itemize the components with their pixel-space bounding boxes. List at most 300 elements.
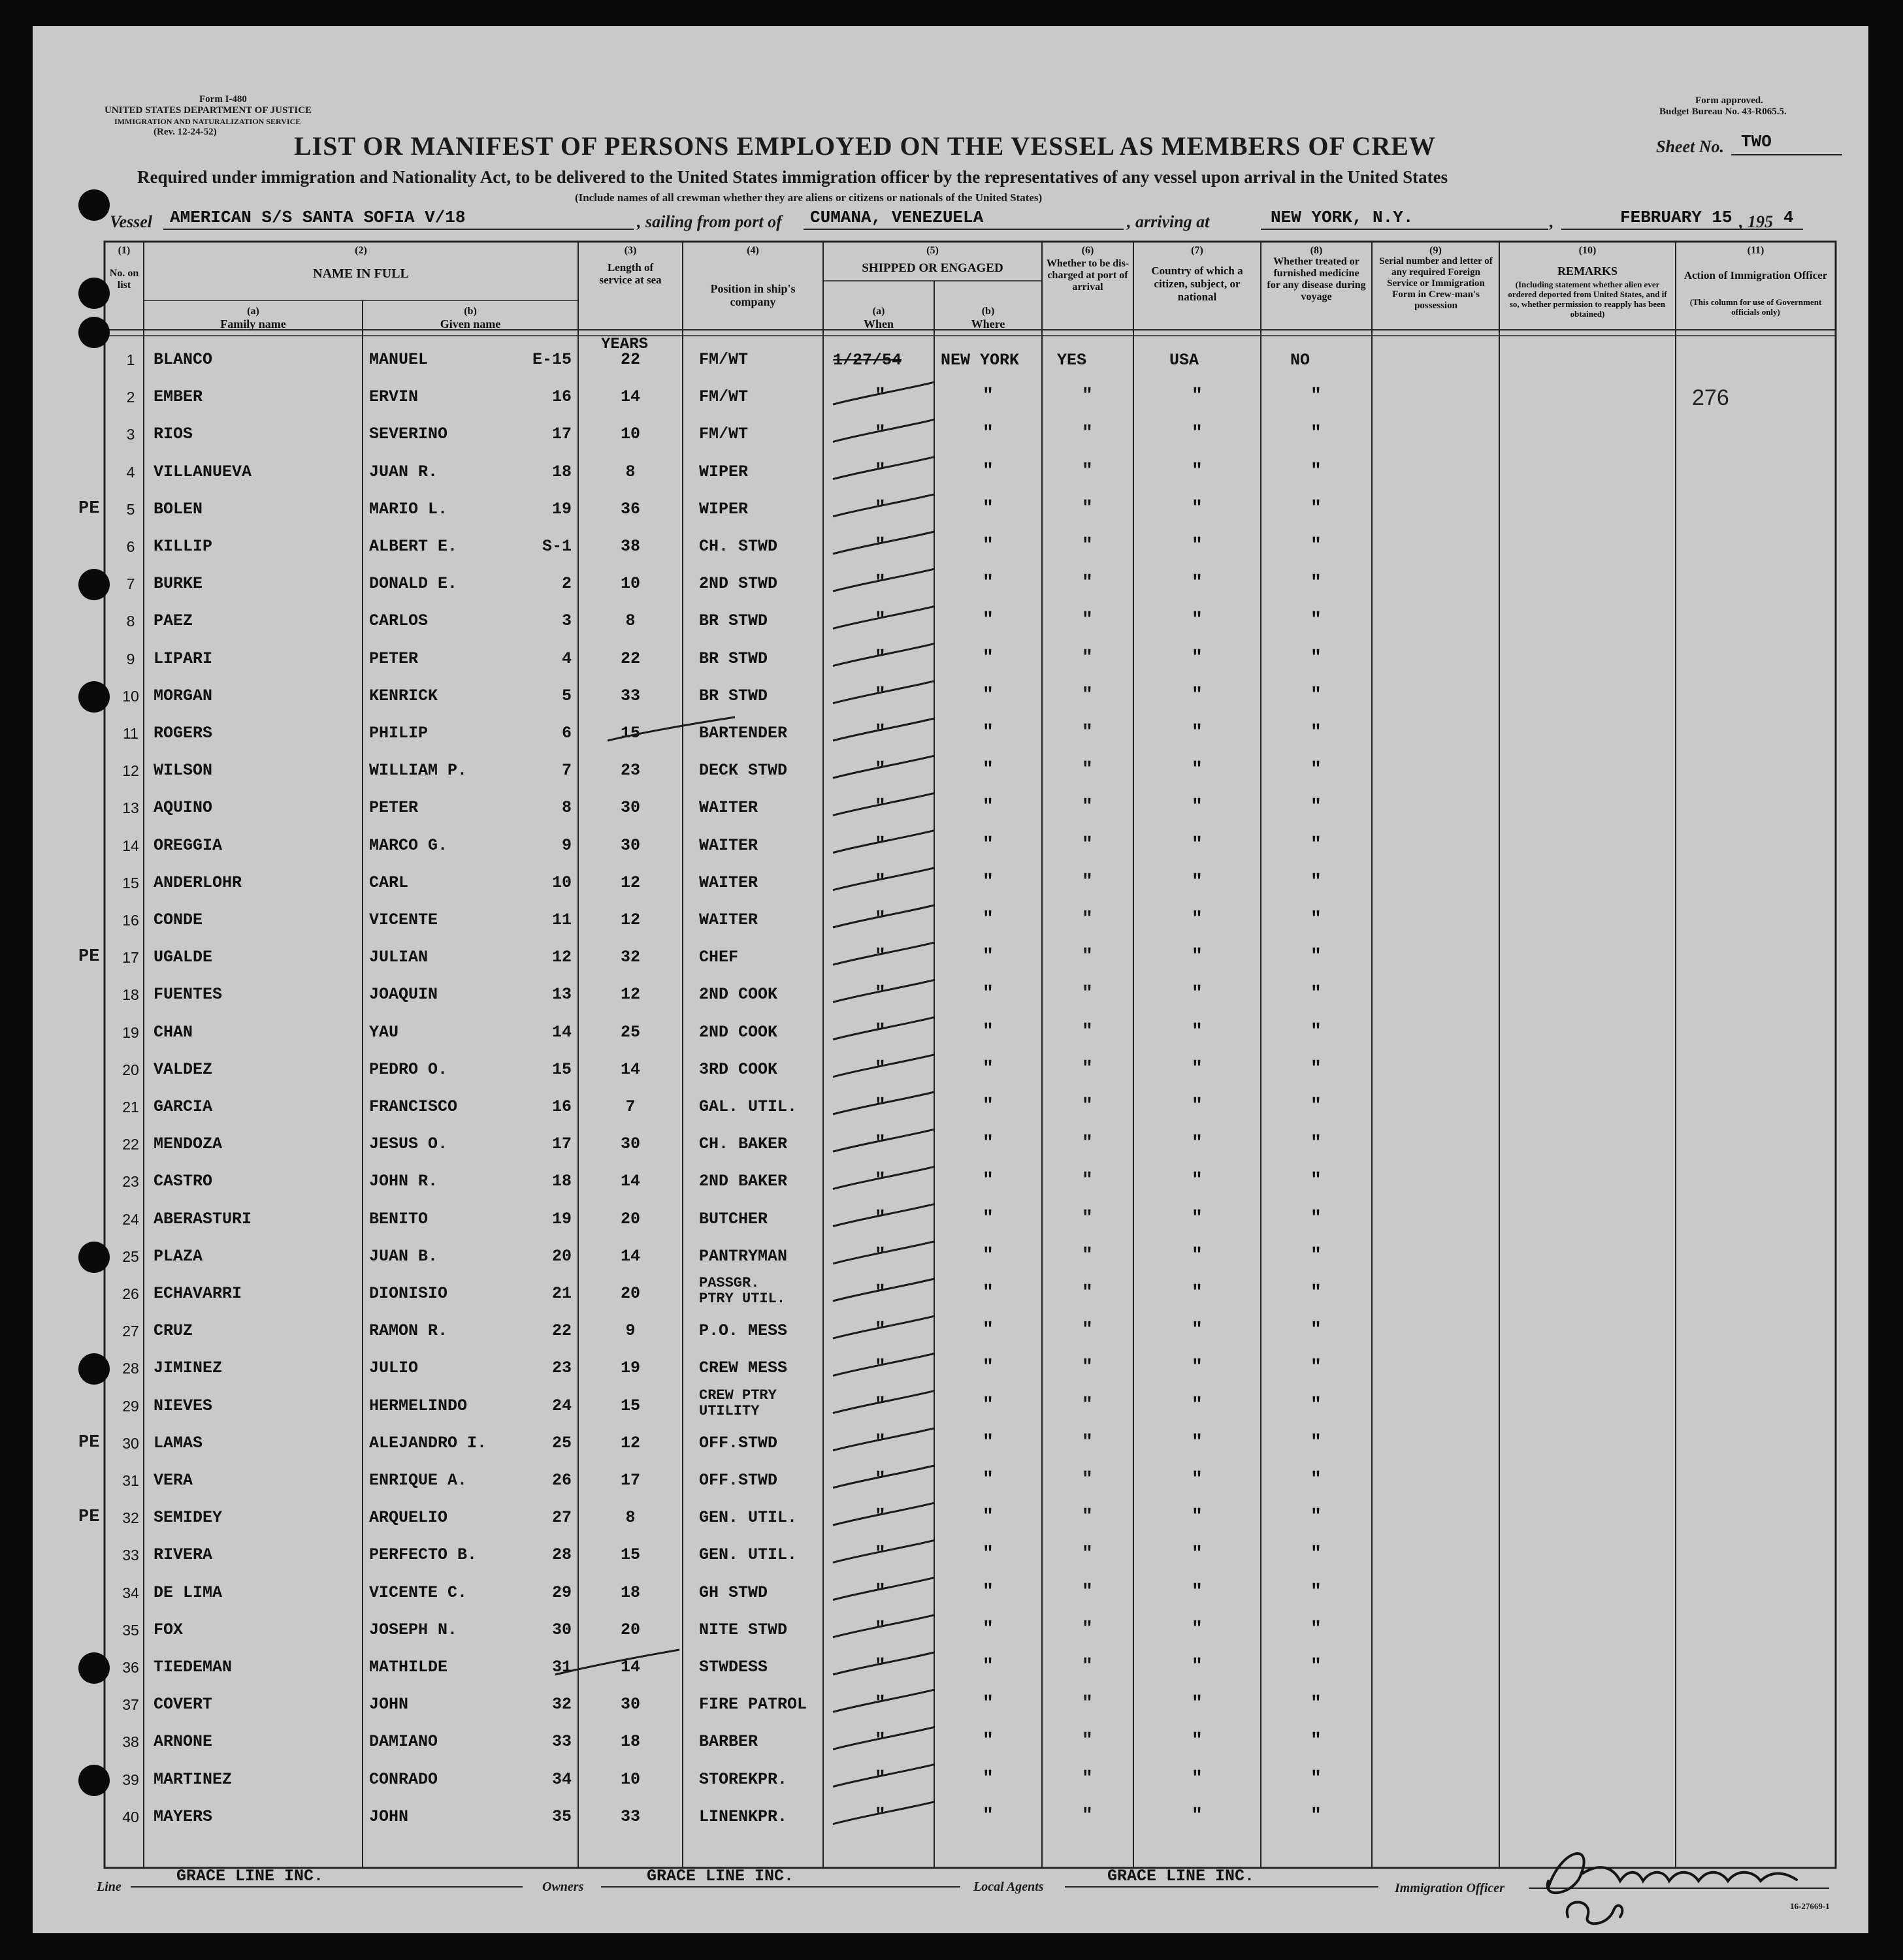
position: 2ND COOK xyxy=(699,1022,778,1042)
discharged-ditto: " xyxy=(1082,1021,1093,1042)
row-number: 8 xyxy=(126,613,135,630)
where-ditto: " xyxy=(983,1656,994,1677)
given-name: PETER xyxy=(369,649,419,668)
reference-number: 19 xyxy=(551,1209,572,1229)
check-stroke xyxy=(833,1503,934,1528)
where-ditto: " xyxy=(983,1768,994,1789)
col3-number: (3) xyxy=(624,245,637,256)
when-ditto: " xyxy=(875,386,886,407)
years-at-sea: 10 xyxy=(620,574,640,594)
discharged-ditto: " xyxy=(1082,647,1093,668)
years-at-sea: 15 xyxy=(620,1545,640,1565)
punch-hole xyxy=(78,1652,110,1684)
years-at-sea: 10 xyxy=(620,425,640,444)
check-stroke xyxy=(833,1166,934,1189)
medicine-ditto: " xyxy=(1310,684,1322,705)
family-name: CRUZ xyxy=(154,1321,193,1341)
when-ditto: " xyxy=(875,498,886,519)
reference-number: 4 xyxy=(561,649,572,668)
sheet-label: Sheet No. xyxy=(1656,137,1724,156)
medicine-ditto: " xyxy=(1310,1058,1322,1079)
country-ditto: " xyxy=(1192,984,1203,1004)
reference-number: 8 xyxy=(561,798,572,818)
country-ditto: " xyxy=(1192,760,1203,780)
shipped-date: 1/27/54 xyxy=(833,351,902,370)
where-ditto: " xyxy=(983,797,994,818)
col-remarks-note: (Including statement whether alien ever ordered deported from United States, and if so, whether permission to reapply has been obtained) xyxy=(1508,280,1667,319)
medicine-ditto: " xyxy=(1310,498,1322,519)
when-ditto: " xyxy=(875,1656,886,1677)
where-ditto: " xyxy=(983,871,994,892)
when-ditto: " xyxy=(875,1021,886,1042)
hand-check-strokes xyxy=(33,26,1868,1933)
country-ditto: " xyxy=(1192,1096,1203,1116)
when-ditto: " xyxy=(875,984,886,1004)
years-at-sea: 33 xyxy=(620,1807,640,1826)
col-shipped-engaged-header: SHIPPED OR ENGAGED xyxy=(862,261,1003,275)
years-at-sea: 36 xyxy=(620,499,640,519)
row-number: 21 xyxy=(122,1099,139,1116)
row-number: 14 xyxy=(122,837,139,854)
where-ditto: " xyxy=(983,1170,994,1191)
medicine-ditto: " xyxy=(1310,1170,1322,1191)
given-name: JOHN xyxy=(369,1807,409,1826)
line-value: GRACE LINE INC. xyxy=(176,1867,324,1886)
where-ditto: " xyxy=(983,1283,994,1303)
position: OFF.STWD xyxy=(699,1433,778,1453)
pe-mark: PE xyxy=(78,1432,100,1453)
check-stroke xyxy=(833,419,934,442)
where-ditto: " xyxy=(983,1731,994,1752)
where-ditto: " xyxy=(983,1245,994,1266)
medicine-ditto: " xyxy=(1310,573,1322,594)
country-ditto: " xyxy=(1192,1470,1203,1490)
arriving-port: NEW YORK, N.Y. xyxy=(1271,208,1414,227)
arriving-label: , arriving at xyxy=(1127,212,1210,231)
reference-number: 18 xyxy=(551,1172,572,1191)
discharged-ditto: " xyxy=(1082,722,1093,743)
medicine-ditto: " xyxy=(1310,1245,1322,1266)
check-stroke xyxy=(833,1690,934,1712)
col-name-header: NAME IN FULL xyxy=(313,266,409,281)
col2a-number: (a) xyxy=(247,306,259,317)
years-at-sea: 32 xyxy=(620,948,640,967)
position-line-2: UTILITY xyxy=(699,1402,760,1419)
position: GH STWD xyxy=(699,1582,768,1602)
col-officer-action-header: Action of Immigration Officer xyxy=(1683,269,1828,281)
position: BR STWD xyxy=(699,611,768,631)
when-ditto: " xyxy=(875,1544,886,1565)
row-number: 25 xyxy=(122,1247,139,1265)
years-at-sea: 30 xyxy=(620,1134,640,1154)
position: STOREKPR. xyxy=(699,1769,788,1789)
row-number: 10 xyxy=(122,687,139,705)
check-stroke xyxy=(833,569,934,594)
medicine-ditto: " xyxy=(1310,460,1322,481)
family-name: ANDERLOHR xyxy=(154,873,242,892)
when-ditto: " xyxy=(875,647,886,668)
given-name: MANUEL xyxy=(369,350,429,369)
position: DECK STWD xyxy=(699,761,788,780)
medicine-ditto: " xyxy=(1310,1768,1322,1789)
arrival-date: FEBRUARY 15 xyxy=(1620,208,1732,227)
where-ditto: " xyxy=(983,1581,994,1602)
reference-number: S-1 xyxy=(542,537,572,556)
country-ditto: " xyxy=(1192,1394,1203,1415)
country-ditto: " xyxy=(1192,1618,1203,1639)
when-ditto: " xyxy=(875,536,886,556)
check-stroke xyxy=(833,1578,934,1600)
check-stroke xyxy=(833,942,934,965)
medicine-ditto: " xyxy=(1310,386,1322,407)
where-ditto: " xyxy=(983,1394,994,1415)
discharged-ditto: " xyxy=(1082,610,1093,631)
discharged-ditto: " xyxy=(1082,1245,1093,1266)
years-at-sea: 20 xyxy=(620,1209,640,1229)
reference-number: 16 xyxy=(551,387,572,407)
family-name: MAYERS xyxy=(154,1807,213,1826)
check-stroke xyxy=(833,494,934,517)
row-number: 31 xyxy=(122,1472,139,1489)
position: OFF.STWD xyxy=(699,1471,778,1490)
medicine-ditto: " xyxy=(1310,1320,1322,1341)
discharged-ditto: " xyxy=(1082,1320,1093,1341)
check-stroke xyxy=(833,718,934,741)
col-position-header: Position in ship's company xyxy=(710,282,796,308)
discharged-ditto: " xyxy=(1082,1768,1093,1789)
position: P.O. MESS xyxy=(699,1321,788,1341)
country-ditto: " xyxy=(1192,610,1203,631)
col2-number: (2) xyxy=(355,245,367,256)
family-name: GARCIA xyxy=(154,1097,213,1116)
given-name: JOHN xyxy=(369,1695,409,1714)
row-number: 20 xyxy=(122,1061,139,1078)
medicine-ditto: " xyxy=(1310,871,1322,892)
country-ditto: " xyxy=(1192,1581,1203,1602)
row-number: 29 xyxy=(122,1397,139,1415)
position: CHEF xyxy=(699,948,739,967)
discharged-ditto: " xyxy=(1082,760,1093,780)
row-number: 35 xyxy=(122,1621,139,1639)
position: WIPER xyxy=(699,499,749,519)
given-name: MARIO L. xyxy=(369,499,448,519)
discharged-ditto: " xyxy=(1082,1394,1093,1415)
given-name: ALEJANDRO I. xyxy=(369,1433,487,1453)
medicine-ditto: " xyxy=(1310,1694,1322,1714)
discharged-ditto: " xyxy=(1082,834,1093,855)
given-name: PERFECTO B. xyxy=(369,1545,478,1565)
punch-hole xyxy=(78,1242,110,1273)
where-ditto: " xyxy=(983,1507,994,1528)
reference-number: E-15 xyxy=(532,350,572,369)
where-ditto: " xyxy=(983,1544,994,1565)
check-stroke xyxy=(833,1018,934,1040)
where-ditto: " xyxy=(983,498,994,519)
when-ditto: " xyxy=(875,610,886,631)
manifest-sheet xyxy=(33,26,1868,1933)
form-approved: Form approved. xyxy=(1695,95,1763,106)
position: NITE STWD xyxy=(699,1620,788,1639)
years-at-sea: 15 xyxy=(620,1396,640,1415)
family-name: PAEZ xyxy=(154,611,193,631)
reference-number: 9 xyxy=(561,835,572,855)
given-name: JUAN B. xyxy=(369,1246,438,1266)
where-ditto: " xyxy=(983,1096,994,1116)
discharged-ditto: " xyxy=(1082,909,1093,929)
position: FM/WT xyxy=(699,350,749,369)
col10-number: (10) xyxy=(1578,245,1597,256)
family-name: ECHAVARRI xyxy=(154,1284,242,1303)
row-number: 39 xyxy=(122,1771,139,1788)
discharged-ditto: " xyxy=(1082,536,1093,556)
medicine-ditto: " xyxy=(1310,984,1322,1004)
reference-number: 11 xyxy=(551,910,572,929)
reference-number: 30 xyxy=(551,1620,572,1639)
family-name: SEMIDEY xyxy=(154,1508,223,1528)
given-name: JUAN R. xyxy=(369,462,438,481)
discharged-ditto: " xyxy=(1082,1208,1093,1229)
check-stroke xyxy=(833,1428,934,1451)
discharged-ditto: " xyxy=(1082,1096,1093,1116)
check-stroke xyxy=(555,1650,679,1675)
given-name: CARLOS xyxy=(369,611,429,631)
row-number: 38 xyxy=(122,1733,139,1751)
position: PASSGR. xyxy=(699,1275,760,1291)
years-at-sea: 12 xyxy=(620,985,640,1004)
discharged-ditto: " xyxy=(1082,1133,1093,1154)
date-separator: , xyxy=(1550,212,1554,231)
country-ditto: " xyxy=(1192,684,1203,705)
country-ditto: " xyxy=(1192,1245,1203,1266)
medicine-ditto: " xyxy=(1310,946,1322,967)
form-title: LIST OR MANIFEST OF PERSONS EMPLOYED ON THE VESSEL AS MEMBERS OF CREW xyxy=(294,131,1436,161)
discharged-ditto: " xyxy=(1082,1507,1093,1528)
given-name: JULIO xyxy=(369,1358,419,1378)
family-name: RIOS xyxy=(154,425,193,444)
where-ditto: " xyxy=(983,1432,994,1453)
when-ditto: " xyxy=(875,1507,886,1528)
family-name: RIVERA xyxy=(154,1545,213,1565)
reference-number: 18 xyxy=(551,462,572,481)
row-number: 3 xyxy=(126,426,135,443)
owners-value: GRACE LINE INC. xyxy=(647,1867,794,1886)
where-ditto: " xyxy=(983,647,994,668)
row-number: 15 xyxy=(122,874,139,892)
when-ditto: " xyxy=(875,1805,886,1826)
medicine-ditto: " xyxy=(1310,423,1322,444)
family-name: LIPARI xyxy=(154,649,213,668)
years-at-sea: 14 xyxy=(620,1658,640,1677)
row-number: 18 xyxy=(122,986,139,1004)
when-ditto: " xyxy=(875,722,886,743)
given-name: PETER xyxy=(369,798,419,818)
col4-number: (4) xyxy=(747,245,759,256)
when-ditto: " xyxy=(875,1133,886,1154)
given-name: RAMON R. xyxy=(369,1321,448,1341)
col-officer-action-note: (This column for use of Government officials only) xyxy=(1689,297,1822,317)
medicine-ditto: " xyxy=(1310,610,1322,631)
medicine-ditto: " xyxy=(1310,1096,1322,1116)
punch-hole xyxy=(78,1765,110,1796)
position: WAITER xyxy=(699,873,758,892)
where-ditto: " xyxy=(983,722,994,743)
col1-number: (1) xyxy=(118,245,131,256)
reference-number: 23 xyxy=(551,1358,572,1378)
position: 2ND STWD xyxy=(699,574,778,594)
discharged-ditto: " xyxy=(1082,1283,1093,1303)
years-at-sea: 8 xyxy=(625,611,636,631)
row-number: 12 xyxy=(122,762,139,780)
row-number: 1 xyxy=(126,351,135,368)
where-ditto: " xyxy=(983,1021,994,1042)
family-name: AQUINO xyxy=(154,798,213,818)
discharged-ditto: " xyxy=(1082,1618,1093,1639)
when-ditto: " xyxy=(875,1208,886,1229)
year-digit: 4 xyxy=(1783,208,1794,227)
country-ditto: " xyxy=(1192,1058,1203,1079)
row-number: 2 xyxy=(126,389,135,406)
when-ditto: " xyxy=(875,797,886,818)
medicine-ditto: " xyxy=(1310,760,1322,780)
position: STWDESS xyxy=(699,1658,768,1677)
position: WIPER xyxy=(699,462,749,481)
medicine-ditto: " xyxy=(1310,722,1322,743)
family-name: BOLEN xyxy=(154,499,203,519)
where-ditto: " xyxy=(983,1357,994,1378)
country-ditto: " xyxy=(1192,1133,1203,1154)
position: 2ND BAKER xyxy=(699,1172,788,1191)
check-stroke xyxy=(833,644,934,666)
where-ditto: " xyxy=(983,423,994,444)
country-ditto: " xyxy=(1192,1432,1203,1453)
reference-number: 28 xyxy=(551,1545,572,1565)
country-ditto: " xyxy=(1192,498,1203,519)
years-at-sea: 15 xyxy=(620,724,640,743)
where-ditto: " xyxy=(983,684,994,705)
row-number: 40 xyxy=(122,1808,139,1825)
country-ditto: " xyxy=(1192,909,1203,929)
col5b-number: (b) xyxy=(981,306,995,317)
when-ditto: " xyxy=(875,1320,886,1341)
row-number: 37 xyxy=(122,1696,139,1714)
medicine-ditto: " xyxy=(1310,1507,1322,1528)
where-ditto: " xyxy=(983,1058,994,1079)
col-discharged-header: Whether to be dis-charged at port of arrival xyxy=(1046,258,1130,293)
position: GEN. UTIL. xyxy=(699,1545,798,1565)
row-number: 9 xyxy=(126,650,135,667)
given-name: KENRICK xyxy=(369,686,438,705)
where-ditto: " xyxy=(983,1618,994,1639)
years-at-sea: 14 xyxy=(620,387,640,407)
family-name: MARTINEZ xyxy=(154,1769,233,1789)
family-name: EMBER xyxy=(154,387,203,407)
country-ditto: " xyxy=(1192,1320,1203,1341)
col-country-header: Country of which a citizen, subject, or national xyxy=(1151,265,1243,303)
check-stroke xyxy=(833,606,934,631)
medicine-ditto: " xyxy=(1310,1544,1322,1565)
years-at-sea: 8 xyxy=(625,462,636,481)
budget-number: Budget Bureau No. 43-R065.5. xyxy=(1659,106,1787,117)
where-ditto: " xyxy=(983,610,994,631)
position: 2ND COOK xyxy=(699,985,778,1004)
row-number: 27 xyxy=(122,1323,139,1340)
row-number: 13 xyxy=(122,799,139,817)
discharged-ditto: " xyxy=(1082,1656,1093,1677)
reference-number: 17 xyxy=(551,425,572,444)
medicine-ditto: " xyxy=(1310,909,1322,929)
pe-mark: PE xyxy=(78,1507,100,1528)
position: BR STWD xyxy=(699,686,768,705)
where-ditto: " xyxy=(983,460,994,481)
when-ditto: " xyxy=(875,1581,886,1602)
given-name: JOSEPH N. xyxy=(369,1620,458,1639)
col11-number: (11) xyxy=(1747,245,1765,256)
row-number: 36 xyxy=(122,1659,139,1676)
agents-label: Local Agents xyxy=(973,1880,1044,1894)
reference-number: 12 xyxy=(551,948,572,967)
shipped-port: NEW YORK xyxy=(941,351,1020,370)
col7-number: (7) xyxy=(1191,245,1203,256)
discharged-ditto: " xyxy=(1082,871,1093,892)
col-when-header: When xyxy=(863,317,894,330)
reference-number: 3 xyxy=(561,611,572,631)
given-name: BENITO xyxy=(369,1209,429,1229)
discharged-ditto: " xyxy=(1082,1544,1093,1565)
reference-number: 25 xyxy=(551,1433,572,1453)
officer-note: 276 xyxy=(1692,385,1729,410)
country-ditto: " xyxy=(1192,834,1203,855)
country-ditto: " xyxy=(1192,1208,1203,1229)
years-at-sea: 22 xyxy=(620,649,640,668)
reference-number: 15 xyxy=(551,1059,572,1079)
given-name: ALBERT E. xyxy=(369,537,458,556)
country-ditto: " xyxy=(1192,871,1203,892)
position: 3RD COOK xyxy=(699,1059,778,1079)
when-ditto: " xyxy=(875,1694,886,1714)
when-ditto: " xyxy=(875,1357,886,1378)
given-name: JESUS O. xyxy=(369,1134,448,1154)
family-name: WILSON xyxy=(154,761,213,780)
print-code: 16-27669-1 xyxy=(1790,1901,1830,1911)
medicine-ditto: " xyxy=(1310,536,1322,556)
discharged-ditto: " xyxy=(1082,460,1093,481)
medicine-ditto: " xyxy=(1310,1208,1322,1229)
where-ditto: " xyxy=(983,536,994,556)
check-stroke xyxy=(833,756,934,778)
check-stroke xyxy=(833,1204,934,1227)
family-name: NIEVES xyxy=(154,1396,213,1415)
col-no-on-list-header: No. on list xyxy=(109,268,139,291)
officer-signature xyxy=(1522,1835,1829,1933)
col-medicine-header: Whether treated or furnished medicine for any disease during voyage xyxy=(1267,256,1366,302)
family-name: ARNONE xyxy=(154,1732,213,1752)
col8-number: (8) xyxy=(1310,245,1323,256)
years-at-sea: 33 xyxy=(620,686,640,705)
given-name: FRANCISCO xyxy=(369,1097,458,1116)
years-at-sea: 7 xyxy=(625,1097,636,1116)
where-ditto: " xyxy=(983,909,994,929)
given-name: ARQUELIO xyxy=(369,1508,448,1528)
family-name: DE LIMA xyxy=(154,1582,223,1602)
given-name: YAU xyxy=(369,1022,399,1042)
when-ditto: " xyxy=(875,760,886,780)
country-ditto: " xyxy=(1192,1283,1203,1303)
years-at-sea: 8 xyxy=(625,1508,636,1528)
reference-number: 32 xyxy=(551,1695,572,1714)
discharged-ditto: " xyxy=(1082,946,1093,967)
punch-hole xyxy=(78,569,110,600)
family-name: COVERT xyxy=(154,1695,213,1714)
